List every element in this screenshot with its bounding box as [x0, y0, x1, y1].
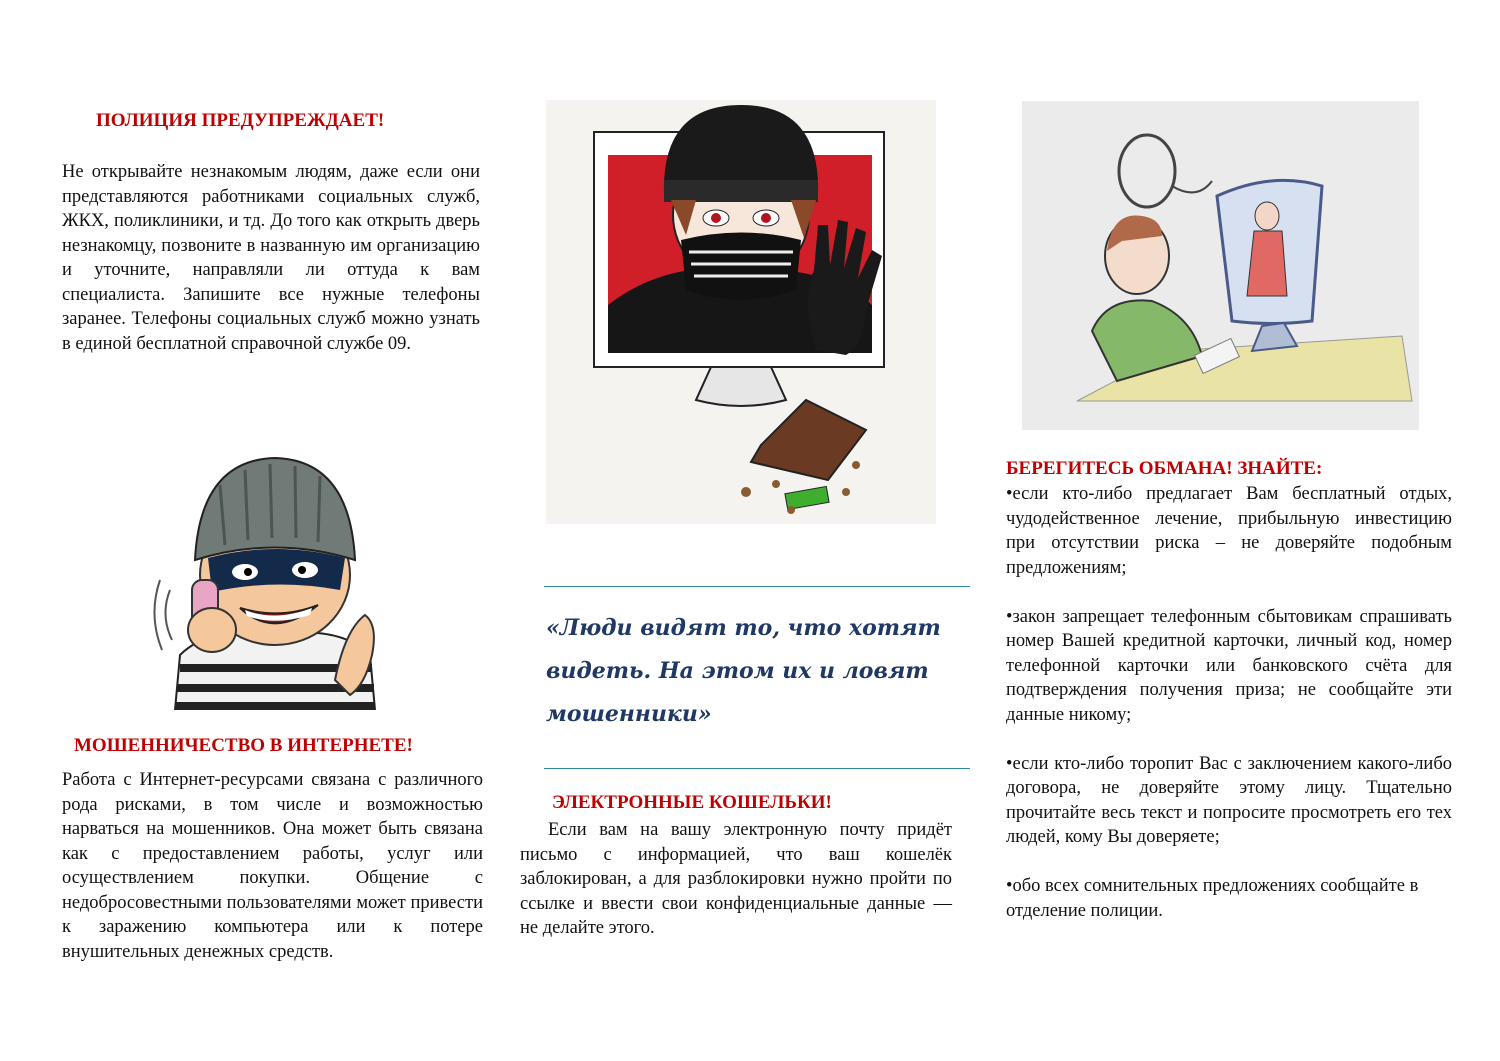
thief-in-monitor-drawing: [546, 100, 936, 524]
internet-fraud-text: Работа с Интернет-ресурсами связана с различного рода рисками, в том числе и возможностью нарваться на мошенников. Она может быть связана как с предоставлением работы, услуг или осуществлением покупки. Общение с недобросовестными пользователями может привести к заражению компьютера или к потере внушительных денежных средств.: [62, 770, 483, 962]
police-warning-heading: ПОЛИЦИЯ ПРЕДУПРЕЖДАЕТ!: [96, 110, 385, 131]
beware-item-report-police: •обо всех сомнительных предложениях сообщайте в отделение полиции.: [1006, 876, 1419, 921]
beware-heading: БЕРЕГИТЕСЬ ОБМАНА! ЗНАЙТЕ:: [1006, 458, 1323, 479]
e-wallets-heading: ЭЛЕКТРОННЫЕ КОШЕЛЬКИ!: [552, 792, 832, 813]
quote-top-rule: [544, 586, 970, 587]
internet-fraud-heading: МОШЕННИЧЕСТВО В ИНТЕРНЕТЕ!: [74, 735, 413, 756]
hacker-from-monitor-drawing: [1022, 101, 1419, 430]
burglar-on-phone-illustration: [150, 440, 400, 710]
beware-item-card-numbers: •закон запрещает телефонным сбытовикам спрашивать номер Вашей кредитной карточки, личный код, номер телефонной карточки или банковского счёта для подтверждения получения приза; не сообщайте эти данные никому;: [1006, 606, 1452, 725]
e-wallets-text: Если вам на вашу электронную почту придёт письмо с информацией, что ваш кошелёк заблокирован, а для разблокировки нужно пройти по ссылке и ввести свои конфиденциальные данные — не делайте этого.: [520, 820, 952, 938]
beware-item-free-offers: •если кто-либо предлагает Вам бесплатный отдых, чудодейственное лечение, прибыльную инвестицию при отсутствии риска – не доверяйте подобным предложениям;: [1006, 484, 1452, 578]
police-warning-text: Не открывайте незнакомым людям, даже если они представляются работниками социальных служб, ЖКХ, поликлиники, и тд. До того как открыть дверь незнакомцу, позвоните в названную им организацию и уточните, направляли ли оттуда к вам специалиста. Запишите все нужные телефоны заранее. Телефоны социальных служб можно узнать в единой бесплатной справочной службе 09.: [62, 162, 480, 354]
beware-item-rushing: •если кто-либо торопит Вас с заключением какого-либо договора, не доверяйте этому лицу. Тщательно прочитайте весь текст и попросите просмотреть его тех людей, кому Вы доверяете;: [1006, 753, 1452, 847]
quote-bottom-rule: [544, 768, 970, 769]
quote-text: «Люди видят то, что хотят видеть. На этом их и ловят мошенники»: [546, 615, 941, 727]
beware-list: [1006, 482, 1452, 923]
